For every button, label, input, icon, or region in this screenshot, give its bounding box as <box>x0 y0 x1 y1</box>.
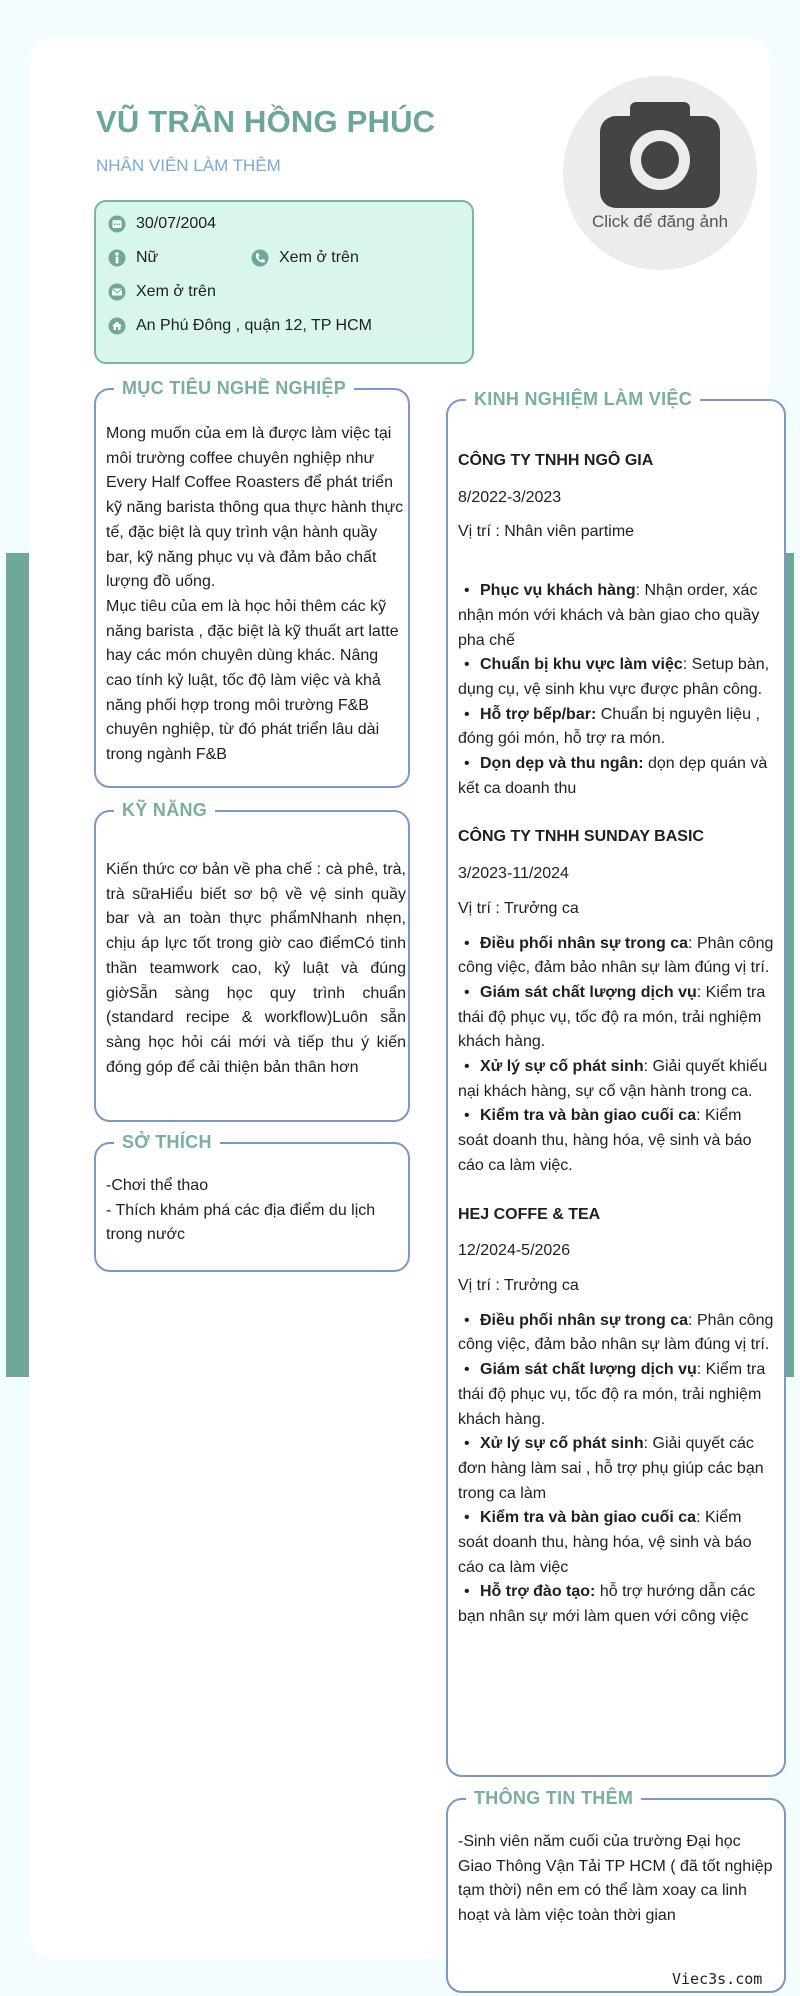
skills-text: Kiến thức cơ bản về pha chế : cà phê, trà, trà sữaHiểu biết sơ bộ về vệ sinh quầy bar và an toàn thực phẩmNhanh nhẹn, chịu áp lực tốt trong giờ cao điểmCó tinh thần teamwork cao, kỷ luật và đúng giờSẵn sàng học quy trình chuẩn (standard recipe & workflow)Luôn sẵn sàng học hỏi cái mới và tiếp thu ý kiến đóng góp để cải thiện bản thân hơn <box>106 861 406 1076</box>
phone-icon <box>251 249 269 267</box>
gender-value: Nữ <box>136 249 159 266</box>
address-row <box>108 314 372 338</box>
job-entry <box>458 449 774 801</box>
job-entry <box>458 1203 774 1630</box>
company-name: CÔNG TY TNHH SUNDAY BASIC <box>458 828 704 846</box>
duty-list <box>458 932 774 1179</box>
contact-info-box <box>94 200 474 364</box>
camera-icon <box>600 102 720 208</box>
job-period: 8/2022-3/2023 <box>458 488 562 506</box>
site-watermark: Viec3s.com <box>672 1970 763 1988</box>
hobby-item: -Chơi thể thao <box>106 1177 209 1194</box>
duty-item: • Hỗ trợ bếp/bar: Chuẩn bị nguyên liệu , đóng gói món, hỗ trợ ra món. <box>458 703 774 752</box>
left-decor-stripe <box>6 553 29 1377</box>
gender-icon <box>108 249 126 267</box>
duty-item: • Kiểm tra và bàn giao cuối ca: Kiểm soát doanh thu, hàng hóa, vệ sinh và báo cáo ca làm việc. <box>458 1104 774 1178</box>
email-row <box>108 280 216 304</box>
hobbies-list <box>106 1174 406 1248</box>
phone-row <box>251 246 359 270</box>
duty-item: • Điều phối nhân sự trong ca: Phân công công việc, đảm bảo nhân sự làm đúng vị trí. <box>458 1309 774 1358</box>
hobby-item: - Thích khám phá các địa điểm du lịch trong nước <box>106 1201 376 1244</box>
calendar-icon <box>108 215 126 233</box>
duty-item: • Điều phối nhân sự trong ca: Phân công công việc, đảm bảo nhân sự làm đúng vị trí. <box>458 932 774 981</box>
extra-info-title: THÔNG TIN THÊM <box>466 1788 641 1809</box>
company-name: HEJ COFFE & TEA <box>458 1205 601 1223</box>
skills-title: KỸ NĂNG <box>114 800 215 821</box>
duty-list <box>458 1309 774 1630</box>
job-period: 3/2023-11/2024 <box>458 865 569 883</box>
duty-list <box>458 579 774 801</box>
objective-section <box>94 378 410 788</box>
duty-item: • Kiểm tra và bàn giao cuối ca: Kiểm soát doanh thu, hàng hóa, vệ sinh và báo cáo ca làm việc <box>458 1506 774 1580</box>
photo-upload-label: Click để đăng ảnh <box>591 212 729 231</box>
skills-section <box>94 800 410 1122</box>
duty-item: • Xử lý sự cố phát sinh: Giải quyết khiếu nại khách hàng, sự cố vận hành trong ca. <box>458 1055 774 1104</box>
candidate-name: VŨ TRẦN HỒNG PHÚC <box>96 104 436 139</box>
phone-value: Xem ở trên <box>279 249 359 266</box>
hobbies-section <box>94 1132 410 1272</box>
objective-text: Mong muốn của em là được làm việc tại môi trường coffee chuyên nghiệp như Every Half Coffee Roasters để phát triển kỹ năng barista thông qua thực hành thực tế, đặc biệt là quy trình vận hành quầy bar, kỹ năng phục vụ và đảm bảo chất lượng đồ uống. Mục tiêu của em là học hỏi thêm các kỹ năng barista , đặc biệt là kỹ thuất art latte hay các món chuyên dùng khác. Nâng cao tính kỷ luật, tốc độ làm việc và khả năng phối hợp trong môi trường F&B chuyên nghiệp, từ đó phát triển lâu dài trong ngành F&B <box>106 425 404 764</box>
duty-item: • Phục vụ khách hàng: Nhận order, xác nhận món với khách và bàn giao cho quầy pha chế <box>458 579 774 653</box>
photo-upload-button[interactable] <box>563 76 757 270</box>
duty-item: • Chuẩn bị khu vực làm việc: Setup bàn, dụng cụ, vệ sinh khu vực được phân công. <box>458 653 774 702</box>
gender-row <box>108 246 158 270</box>
extra-info-text: -Sinh viên năm cuối của trường Đại học Giao Thông Vận Tải TP HCM ( đã tốt nghiệp tạm thời) nên em có thể làm xoay ca linh hoạt và làm việc toàn thời gian <box>458 1833 773 1925</box>
job-entry <box>458 825 774 1178</box>
experience-body <box>458 449 774 1630</box>
cv-page <box>30 38 774 1958</box>
hobbies-title: SỞ THÍCH <box>114 1132 220 1153</box>
email-value: Xem ở trên <box>136 283 216 300</box>
email-icon <box>108 283 126 301</box>
experience-section <box>446 389 786 1777</box>
job-title: NHÂN VIÊN LÀM THÊM <box>96 156 281 175</box>
duty-item: • Giám sát chất lượng dịch vụ: Kiểm tra thái độ phục vụ, tốc độ ra món, trải nghiệm khách hàng. <box>458 981 774 1055</box>
objective-title: MỤC TIÊU NGHỀ NGHIỆP <box>114 378 354 399</box>
address-value: An Phú Đông , quận 12, TP HCM <box>136 317 372 334</box>
job-position: Vị trí : Trưởng ca <box>458 1276 579 1294</box>
duty-item: • Giám sát chất lượng dịch vụ: Kiểm tra thái độ phục vụ, tốc độ ra món, trải nghiệm khách hàng. <box>458 1358 774 1432</box>
job-position: Vị trí : Nhân viên partime <box>458 523 635 541</box>
duty-item: • Xử lý sự cố phát sinh: Giải quyết các đơn hàng làm sai , hỗ trợ phụ giúp các bạn trong ca làm <box>458 1432 774 1506</box>
company-name: CÔNG TY TNHH NGÔ GIA <box>458 452 654 469</box>
birthday-row <box>108 212 216 236</box>
duty-item: • Dọn dẹp và thu ngân: dọn dẹp quán và kết ca doanh thu <box>458 752 774 801</box>
birthday-value: 30/07/2004 <box>136 215 217 232</box>
duty-item: • Hỗ trợ đào tạo: hỗ trợ hướng dẫn các bạn nhân sự mới làm quen với công việc <box>458 1580 774 1629</box>
extra-info-section <box>446 1788 786 1993</box>
home-icon <box>108 317 126 335</box>
job-period: 12/2024-5/2026 <box>458 1242 571 1260</box>
experience-title: KINH NGHIỆM LÀM VIỆC <box>466 389 700 410</box>
job-position: Vị trí : Trưởng ca <box>458 899 579 917</box>
